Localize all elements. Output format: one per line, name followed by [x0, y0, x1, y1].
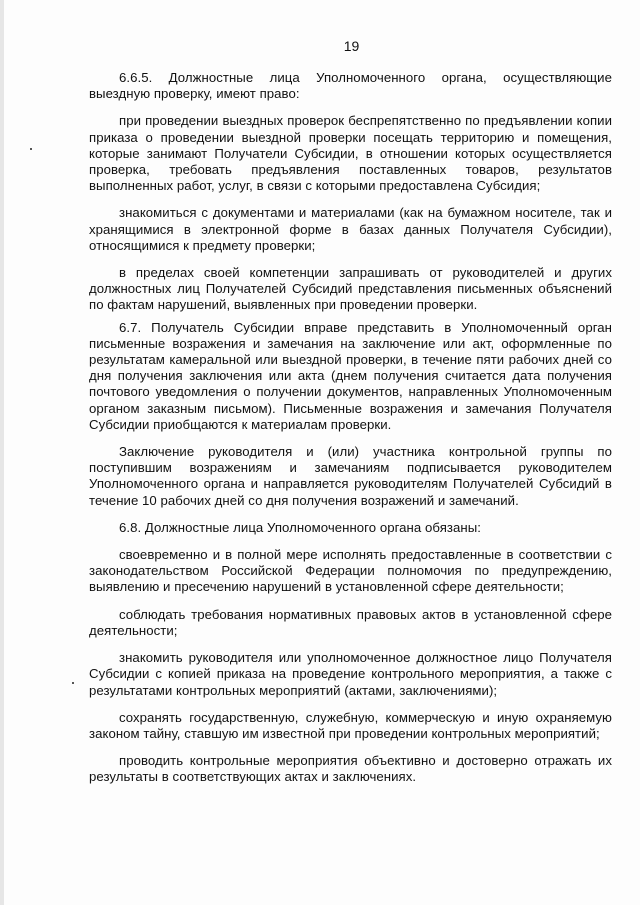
paragraph-duty-comply: соблюдать требования нормативных правовых актов в установленной сфере деятельности;: [89, 606, 612, 638]
paragraph-duty-objective: проводить контрольные мероприятия объективно и достоверно отражать их результаты в соответствующих актах и заключениях.: [89, 753, 612, 785]
paragraph-duty-execute: своевременно и в полной мере исполнять предоставленные в соответствии с законодательством Российской Федерации полномочия по предупреждению, выявлению и пресечению нарушений в установленной сфере деятельности;: [89, 547, 612, 595]
paragraph-duty-inform: знакомить руководителя или уполномоченное должностное лицо Получателя Субсидии с копией приказа на проведение контрольного мероприятия, а также с результатами контрольных мероприятий (актами, заключениями);: [89, 650, 612, 698]
paragraph-6-8: 6.8. Должностные лица Уполномоченного органа обязаны:: [119, 519, 481, 535]
paragraph-conclusion: Заключение руководителя и (или) участника контрольной группы по поступившим возражениям и замечаниям подписывается руководителем Уполномоченного органа и направляется руководителям Получателей Субсидий в течение 10 рабочих дней со дня получения возражений и замечаний.: [89, 444, 612, 508]
page-number: 19: [343, 38, 360, 54]
paragraph-right-visit: при проведении выездных проверок беспрепятственно по предъявлении копии приказа о проведении выездной проверки посещать территорию и помещения, которые занимают Получатели Субсидии, в отношении которых осуществляется проверка, требовать предъявления поставленных товаров, результатов выполненных работ, услуг, в связи с которыми предоставлена Субсидия;: [89, 113, 612, 194]
scan-speck: [72, 682, 74, 684]
paragraph-duty-secret: сохранять государственную, служебную, коммерческую и иную охраняемую законом тайну, ставшую им известной при проведении контрольных мероприятий;: [89, 709, 612, 741]
scan-edge: [0, 0, 4, 905]
scan-speck: [30, 148, 32, 150]
paragraph-6-6-5: 6.6.5. Должностные лица Уполномоченного органа, осуществляющие выездную проверку, имеют право:: [89, 70, 612, 102]
paragraph-right-documents: знакомиться с документами и материалами (как на бумажном носителе, так и хранящимися в электронной форме в базах данных Получателя Субсидии), относящимися к предмету проверки;: [89, 205, 612, 253]
paragraph-right-request: в пределах своей компетенции запрашивать от руководителей и других должностных лиц Получателей Субсидий представления письменных объяснений по фактам нарушений, выявленных при проведении проверки.: [89, 265, 612, 313]
paragraph-6-7: 6.7. Получатель Субсидии вправе представить в Уполномоченный орган письменные возражения и замечания на заключение или акт, оформленные по результатам камеральной или выездной проверки, в течение пяти рабочих дней со дня получения заключения или акта (днем получения считается дата получения почтового уведомления о получении документов, направленных Уполномоченным органом заказным письмом). Письменные возражения и замечания Получателя Субсидии приобщаются к материалам проверки.: [89, 319, 612, 432]
